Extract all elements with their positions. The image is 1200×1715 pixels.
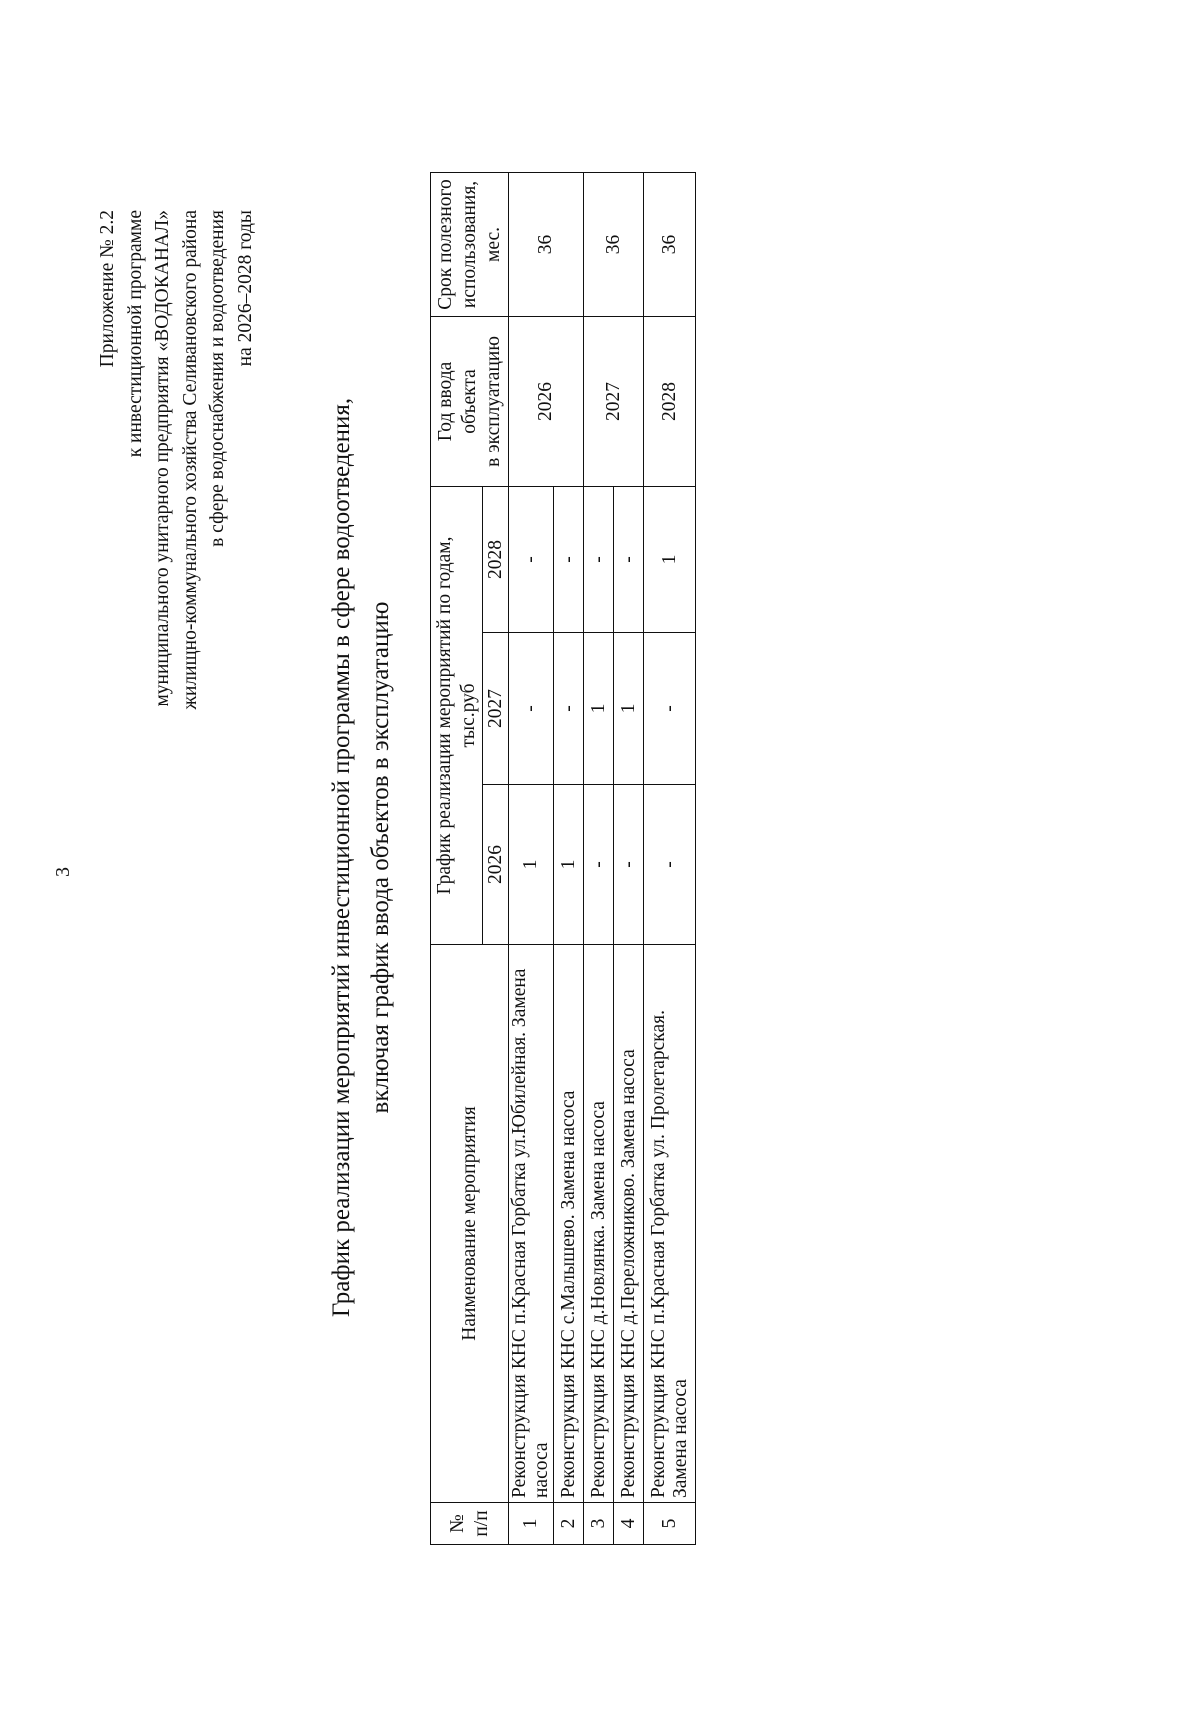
header-commission-year — [431, 316, 509, 486]
header-commission-line: в эксплуатацию — [482, 336, 504, 467]
row-name: Реконструкция КНС п.Красная Горбатка ул.Юбилейная. Замена насоса — [509, 945, 554, 1503]
header-life-line: мес. — [482, 226, 504, 262]
row-value-2028: 1 — [644, 486, 696, 632]
row-value-2026: 1 — [554, 785, 584, 945]
row-value-2028: - — [509, 486, 554, 632]
row-value-2027: - — [644, 633, 696, 785]
header-schedule-line: тыс.руб — [457, 683, 479, 748]
header-commission-line: Год ввода — [434, 361, 456, 442]
row-name: Реконструкция КНС с.Малышево. Замена насоса — [554, 945, 584, 1503]
row-name-line: Замена насоса — [669, 1379, 691, 1498]
header-name: Наименование мероприятия — [431, 945, 509, 1503]
header-life-line: использования, — [458, 180, 480, 309]
document-title — [322, 0, 400, 1715]
commission-year-cell: 2027 — [584, 316, 644, 486]
title-line: включая график ввода объектов в эксплуатацию — [367, 601, 394, 1114]
header-number-line: п/п — [470, 1510, 492, 1537]
appendix-line: к инвестиционной программе — [124, 210, 146, 458]
row-value-2027: - — [509, 633, 554, 785]
page-number: 3 — [52, 867, 74, 877]
header-number-line: № — [446, 1514, 468, 1533]
row-value-2027: - — [554, 633, 584, 785]
row-number: 4 — [614, 1503, 644, 1545]
useful-life-cell: 36 — [509, 172, 584, 316]
table-row — [584, 172, 614, 1544]
row-value-2026: - — [644, 785, 696, 945]
appendix-line: в сфере водоснабжения и водоотведения — [207, 210, 228, 547]
row-value-2026: 1 — [509, 785, 554, 945]
header-schedule — [431, 486, 483, 944]
row-value-2027: 1 — [584, 633, 614, 785]
header-commission-line: объекта — [458, 369, 480, 434]
header-number — [431, 1503, 509, 1545]
commission-year-cell: 2026 — [509, 316, 584, 486]
header-year-2027: 2027 — [483, 633, 509, 785]
row-value-2026: - — [614, 785, 644, 945]
useful-life-cell: 36 — [584, 172, 644, 316]
appendix-header — [94, 210, 259, 930]
row-number: 2 — [554, 1503, 584, 1545]
appendix-line: жилищно-коммунального хозяйства Селивановского района — [179, 210, 201, 710]
header-year-2028: 2028 — [483, 486, 509, 632]
schedule-table — [430, 172, 696, 1545]
appendix-line: муниципального унитарного предприятия «ВОДОКАНАЛ» — [152, 210, 173, 707]
commission-year-cell: 2028 — [644, 316, 696, 486]
row-value-2028: - — [614, 486, 644, 632]
table-header-row — [431, 172, 483, 1544]
row-value-2028: - — [584, 486, 614, 632]
header-useful-life — [431, 172, 509, 316]
header-life-line: Срок полезного — [434, 179, 456, 310]
row-number: 5 — [644, 1503, 696, 1545]
row-name-line: Реконструкция КНС п.Красная Горбатка ул. Пролетарская. — [647, 1010, 669, 1498]
useful-life-cell: 36 — [644, 172, 696, 316]
row-value-2028: - — [554, 486, 584, 632]
table-row — [509, 172, 554, 1544]
title-line: График реализации мероприятий инвестиционной программы в сфере водоотведения, — [328, 397, 355, 1318]
row-value-2026: - — [584, 785, 614, 945]
row-name: Реконструкция КНС д.Переложниково. Замена насоса — [614, 945, 644, 1503]
table-row — [644, 172, 696, 1544]
row-name: Реконструкция КНС д.Новлянка. Замена насоса — [584, 945, 614, 1503]
appendix-line: на 2026–2028 годы — [234, 210, 256, 367]
row-number: 3 — [584, 1503, 614, 1545]
header-schedule-line: График реализации мероприятий по годам, — [433, 536, 455, 895]
header-year-2026: 2026 — [483, 785, 509, 945]
row-number: 1 — [509, 1503, 554, 1545]
row-name — [644, 945, 696, 1503]
appendix-line: Приложение № 2.2 — [97, 210, 118, 368]
row-value-2027: 1 — [614, 633, 644, 785]
